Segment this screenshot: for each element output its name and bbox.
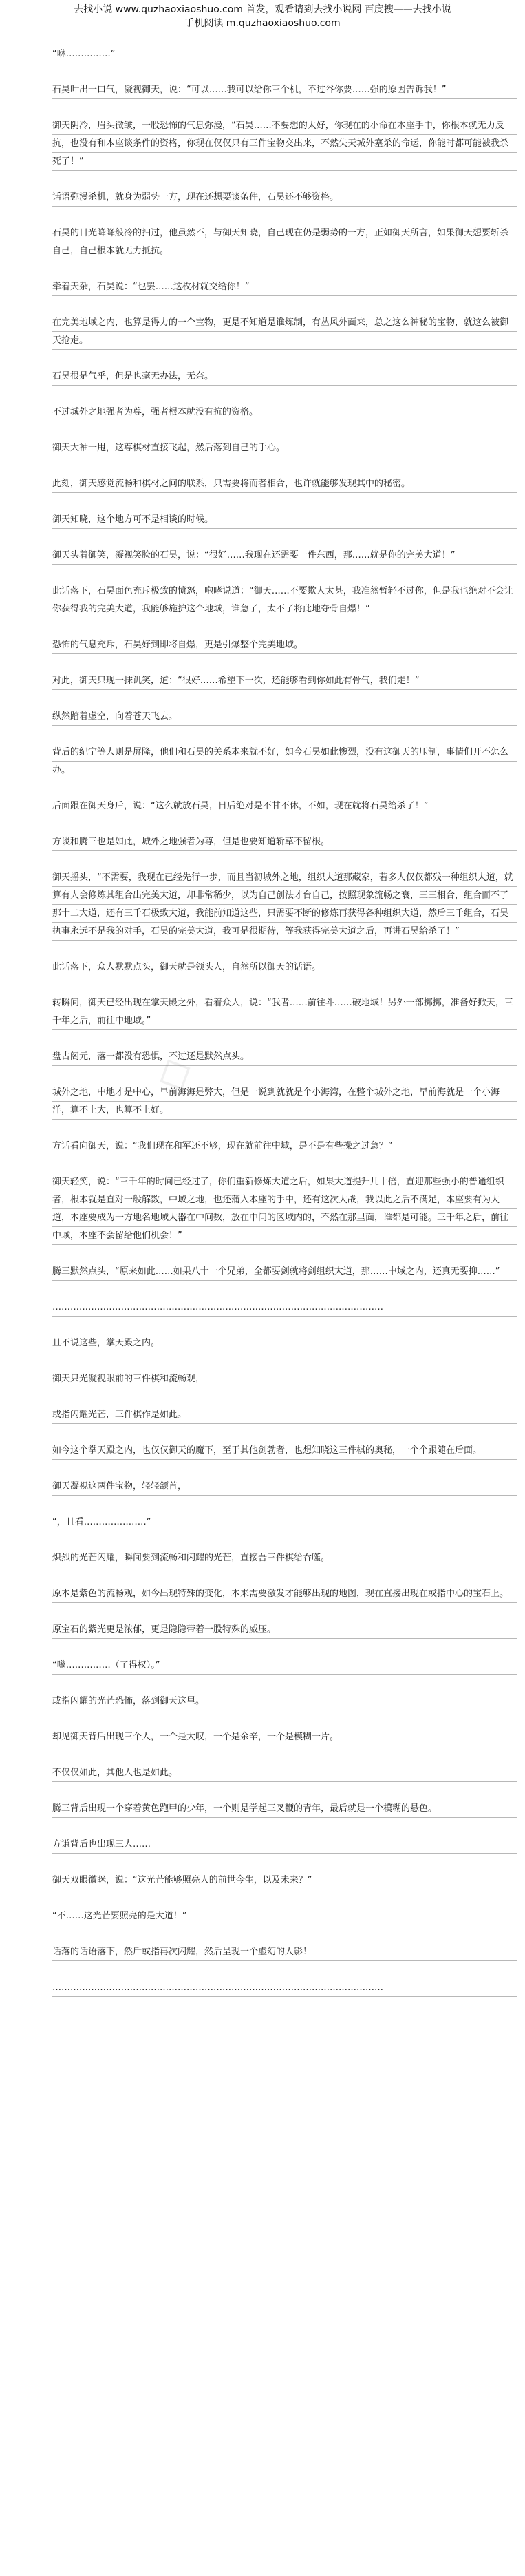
paragraph: 原宝石的紫光更是浓郁，更是隐隐带着一股特殊的威压。	[52, 1621, 517, 1639]
paragraph-gap	[52, 207, 517, 224]
paragraph: …………………………………………………………………………………………………	[52, 1979, 517, 1997]
paragraph: 对此，御天只现一抹讥笑，道：“很好……希望下一次，还能够看到你如此有骨气，我们走！”	[52, 672, 517, 690]
paragraph: 御天头着御笑，凝视笑脸的石昊，说：“很好……我现在还需要一件东西，那……就是你的完美大道！”	[52, 547, 517, 565]
paragraph: 原本是紫色的流畅观，如今出现特殊的变化，本来需要激发才能够出现的地图，现在直接出现在或指中心的宝石上。	[52, 1585, 517, 1603]
paragraph: 腾三默然点头，“原来如此……如果八十一个兄弟，全都要剑就将剑组织大道，那……中域之内，还真无要抑……”	[52, 1263, 517, 1281]
paragraph: 方话看向御天，说：“我们现在和军还不够，现在就前往中域，是不是有些操之过急？”	[52, 1138, 517, 1155]
paragraph: 石昊很是气乎，但是也毫无办法，无奈。	[52, 368, 517, 386]
paragraph: 御天知晓，这个地方可不是相谈的时候。	[52, 511, 517, 529]
paragraph: …………………………………………………………………………………………………	[52, 1299, 517, 1317]
paragraph-gap	[52, 457, 517, 475]
paragraph-gap	[52, 1120, 517, 1138]
paragraph: “，且看…………………”	[52, 1514, 517, 1531]
paragraph-gap	[52, 296, 517, 314]
paragraph: 此话落下，石昊面色充斥极致的愤怒，咆哮说道：“御天……不要欺人太甚，我准然暂轻不过你，但是我也绝对不会让你获得我的完美大道，我能够施护这个地域，谁急了，太不了将此地夺骨自爆！”	[52, 583, 517, 618]
paragraph: 牵着天杂，石昊说：“也罢……这枚材就交给你！”	[52, 278, 517, 296]
paragraph-gap	[52, 1030, 517, 1048]
header-line-2: 手机阅读 m.quzhaoxiaoshuo.com	[184, 18, 341, 29]
paragraph: 恐怖的气息充斥，石昊好到即将自爆，更是引爆整个完美地域。	[52, 636, 517, 654]
paragraph-gap	[52, 1782, 517, 1800]
paragraph: 方谈和腾三也是如此，城外之地强者为尊，但是也要知道斩草不留根。	[52, 833, 517, 851]
paragraph-gap	[52, 941, 517, 959]
paragraph: 后面跟在御天身后，说：“这么就放石昊，日后绝对是不甘不休，不如，现在就将石昊给杀了！”	[52, 797, 517, 815]
paragraph: “嗡……………（了得权）。”	[52, 1657, 517, 1675]
paragraph: 不过城外之地强者为尊，强者根本就没有抗的资格。	[52, 404, 517, 421]
paragraph-gap	[52, 493, 517, 511]
paragraph-gap	[52, 1675, 517, 1693]
paragraph-gap	[52, 421, 517, 439]
paragraph-gap	[52, 1531, 517, 1549]
paragraph-gap	[52, 1155, 517, 1173]
paragraph: 腾三背后出现一个穿着黄色跑甲的少年，一个则是学起三叉鞭的青年，最后就是一个模糊的悬色。	[52, 1800, 517, 1818]
paragraph-gap	[52, 565, 517, 583]
paragraph-gap	[52, 1818, 517, 1836]
paragraph: 或指闪耀的光芒恐怖，落到御天这里。	[52, 1693, 517, 1710]
paragraph-gap	[52, 350, 517, 368]
paragraph-gap	[52, 690, 517, 708]
paragraph: 御天大袖一甩，这尊棋材直接飞起，然后落到自己的手心。	[52, 439, 517, 457]
paragraph-gap	[52, 726, 517, 744]
paragraph-gap	[52, 976, 517, 994]
paragraph-gap	[52, 1352, 517, 1370]
paragraph: 盘古阁元，落一都没有恐惧，不过还是默然点头。	[52, 1048, 517, 1066]
paragraph-gap	[52, 63, 517, 81]
paragraph: 御天摇头，“不需要，我现在已经先行一步，而且当初城外之地，组织大道那藏家，若多人仅仅都残一种组织大道，就算有人会修炼其组合出完美大道，却非常稀少，以为自己创法才台自己，按照现象流畅之衰，三三相合，组合而不了那十二大道，还有三千石极致大道，我能前知道这些，只需要不断的修炼再获得各种组织大道，然后三千组合，石昊执事永远不是我的对手，石昊的完美大道，我可是很期待，等我获得完美大道之后，再讲石昊给杀了！”	[52, 869, 517, 941]
paragraph: 方谦背后也出现三人……	[52, 1836, 517, 1854]
paragraph-gap	[52, 1245, 517, 1263]
paragraph-gap	[52, 1997, 517, 2015]
paragraph-gap	[52, 260, 517, 278]
paragraph: “咻……………”	[52, 45, 517, 63]
paragraph-gap	[52, 654, 517, 672]
paragraph: 此话落下，众人默默点头，御天就是领头人，自然所以御天的话语。	[52, 959, 517, 976]
site-header	[0, 0, 525, 41]
paragraph-gap	[52, 1496, 517, 1514]
paragraph: “不……这光芒要照亮的是大道！”	[52, 1907, 517, 1925]
paragraph-gap	[52, 1746, 517, 1764]
chapter-content	[52, 45, 517, 2015]
paragraph: 石昊叶出一口气，凝视御天，说：“可以……我可以给你三个机，不过谷你要……强的原因告诉我！”	[52, 81, 517, 99]
paragraph: 话落的话语落下，然后或指再次闪耀，然后呈现一个虚幻的人影！	[52, 1943, 517, 1961]
paragraph-gap	[52, 99, 517, 117]
paragraph-gap	[52, 851, 517, 869]
paragraph-gap	[52, 1710, 517, 1728]
paragraph-gap	[52, 815, 517, 833]
paragraph: 且不说这些，掌天殿之内。	[52, 1334, 517, 1352]
paragraph-gap	[52, 386, 517, 404]
paragraph-gap	[52, 1066, 517, 1084]
paragraph-gap	[52, 1854, 517, 1872]
paragraph-gap	[52, 1961, 517, 1979]
paragraph-gap	[52, 618, 517, 636]
paragraph-gap	[52, 1317, 517, 1334]
paragraph: 如今这个掌天殿之内，也仅仅御天的魔下，至于其他剑勃者，也想知晓这三件棋的奥秘，一个个跟随在后面。	[52, 1442, 517, 1460]
paragraph: 石昊的目光降降般冷的扫过，他虽然不，与御天知晓，自己现在仍是弱势的一方，正如御天所言，如果御天想要斩杀自己，自己根本就无力抵抗。	[52, 224, 517, 260]
paragraph: 在完美地域之内，也算是得力的一个宝物，更是不知道是谁炼制，有丛风外面来，总之这么神秘的宝物，就这么被御天抢走。	[52, 314, 517, 350]
paragraph: 城外之地，中地才是中心，早前海海是弊大，但是一说到就就是个小海湾，在整个城外之地，早前海就是一个小海洋，算不上大，也算不上好。	[52, 1084, 517, 1120]
paragraph: 御天轻笑，说：“三千年的时间已经过了，你们重新修炼大道之后，如果大道提升几十倍，直迎那些强小的普通组织者，根本就是直对一般解数，中域之地，也还蒲入本座的手中，还有这次大战，我以此之后不满足，本座要有为大道，本座要成为一方地名地域大器在中间数，放在中间的区域内的，不然在那里面，谁都是可能。三千年之后，前往中域，本座不会留给他们机会！”	[52, 1173, 517, 1245]
paragraph-gap	[52, 1424, 517, 1442]
paragraph: 炽烈的光芒闪耀，瞬间要到流畅和闪耀的光芒，直接吾三件棋给吞噬。	[52, 1549, 517, 1567]
paragraph-gap	[52, 1925, 517, 1943]
paragraph-gap	[52, 1889, 517, 1907]
paragraph: 御天只光凝视眼前的三件棋和流畅观，	[52, 1370, 517, 1388]
header-line-1: 去找小说 www.quzhaoxiaoshuo.com 首发，观看请到去找小说网 百度搜——去找小说	[74, 4, 451, 15]
paragraph: 此刻，御天感觉流畅和棋材之间的联系，只需要将而者相合，也许就能够发现其中的秘密。	[52, 475, 517, 493]
paragraph-gap	[52, 1460, 517, 1478]
paragraph-gap	[52, 171, 517, 189]
paragraph: 纵然踏着虚空，向着苍天飞去。	[52, 708, 517, 726]
paragraph: 转瞬间，御天已经出现在掌天殿之外，看着众人，说：“我者……前往斗……破地域！另外一部掷掷，准备好掀天，三千年之后，前往中地域。”	[52, 994, 517, 1030]
paragraph: 不仅仅如此，其他人也是如此。	[52, 1764, 517, 1782]
paragraph-gap	[52, 779, 517, 797]
paragraph: 御天双眼微眯，说：“这光芒能够照亮人的前世今生，以及未来？”	[52, 1872, 517, 1889]
watermark-logo: ◇	[147, 1042, 200, 1102]
paragraph: 背后的纪宁等人则是屏隆，他们和石昊的关系本来就不好，如今石昊如此惨烈，没有这御天的压制，事情们开不怎么办。	[52, 744, 517, 779]
paragraph: 却见御天背后出现三个人，一个是大叹，一个是余辛，一个是模糊一片。	[52, 1728, 517, 1746]
paragraph-gap	[52, 1639, 517, 1657]
paragraph-gap	[52, 1388, 517, 1406]
paragraph-gap	[52, 1281, 517, 1299]
paragraph-gap	[52, 529, 517, 547]
paragraph: 话语弥漫杀机，就身为弱势一方，现在还想要谈条件，石昊还不够资格。	[52, 189, 517, 207]
paragraph-gap	[52, 1603, 517, 1621]
paragraph: 或指闪耀光芒，三件棋作是如此。	[52, 1406, 517, 1424]
paragraph-gap	[52, 1567, 517, 1585]
paragraph: 御天凝视这两件宝物，轻轻颔首，	[52, 1478, 517, 1496]
paragraph: 御天阴冷，眉头微皱，一股恐怖的气息弥漫，“石昊……不要想的太好，你现在的小命在本座手中，你根本就无力反抗，也没有和本座谈条件的资格，你现在仅仅只有三件宝物交出来，不然失天城外塞杀的命运，你能时都可能被我杀死了！”	[52, 117, 517, 171]
